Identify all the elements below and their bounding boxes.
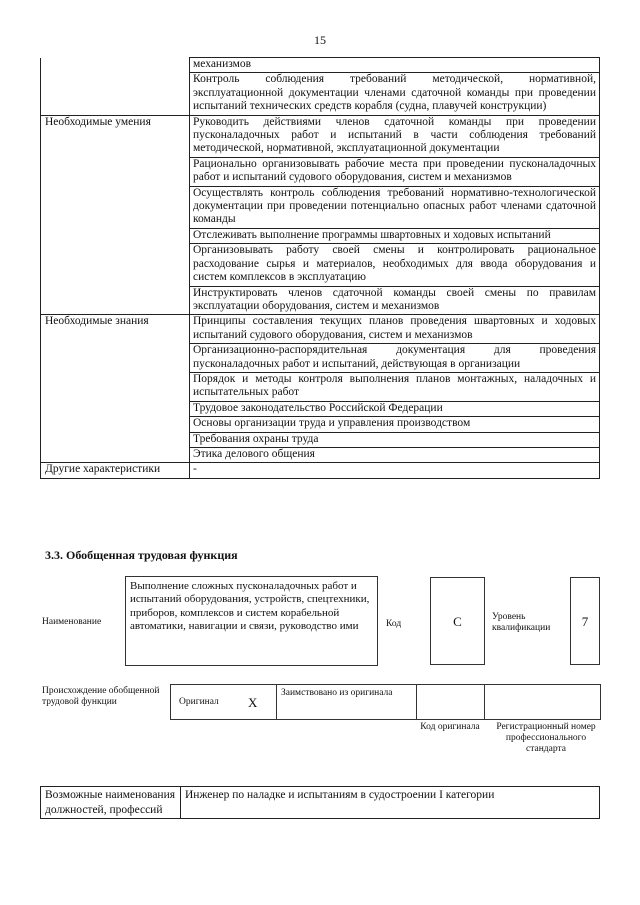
row-item: Руководить действиями членов сдаточной команды при проведении пусконаладочных работ и испытаний в части соблюдения требований методической, нормативной, эксплуатационной документации <box>190 115 600 157</box>
code-original-cell <box>416 685 485 719</box>
row-item: Осуществлять контроль соблюдения требований нормативно-технологической документации при проведении потенциально опасных работ членами сдаточной команды <box>190 186 600 228</box>
row-item: Рационально организовывать рабочие места при проведении пусконаладочных работ и испытаний судового оборудования, систем и механизмов <box>190 157 600 186</box>
table-row <box>41 463 600 478</box>
original-mark: X <box>248 695 258 710</box>
code-box <box>430 577 485 665</box>
borrowed-label: Заимствовано из оригинала <box>281 688 393 698</box>
code-value: С <box>453 614 462 629</box>
row-item: Инструктировать членов сдаточной команды своей смены по правилам эксплуатации оборудования, систем и механизмов <box>190 286 600 315</box>
table-row <box>41 115 600 157</box>
table-row <box>41 58 600 73</box>
original-label: Оригинал <box>179 697 219 707</box>
row-item: Отслеживать выполнение программы швартовных и ходовых испытаний <box>190 228 600 243</box>
row-item: Контроль соблюдения требований методической, нормативной, эксплуатационной документации членами сдаточной команды при проведении испытаний технических средств корабля (судна, плавучей конструкции) <box>190 73 600 115</box>
row-item: Этика делового общения <box>190 447 600 462</box>
code-original-label: Код оригинала <box>420 722 480 732</box>
row-label: Необходимые знания <box>41 315 190 463</box>
positions-table <box>40 786 600 819</box>
row-item: Принципы составления текущих планов проведения швартовных и ходовых испытаний судового оборудования, систем и механизмов <box>190 315 600 344</box>
row-label: Другие характеристики <box>41 463 190 478</box>
row-item: Порядок и методы контроля выполнения планов монтажных, наладочных и испытательных работ <box>190 372 600 401</box>
competency-table <box>40 57 600 479</box>
level-box <box>570 577 600 665</box>
row-item: механизмов <box>190 58 600 73</box>
level-value: 7 <box>581 614 589 629</box>
row-item: Требования охраны труда <box>190 432 600 447</box>
row-item: Трудовое законодательство Российской Федерации <box>190 401 600 416</box>
row-label <box>41 58 190 116</box>
positions-label: Возможные наименования должностей, профессий <box>41 787 181 819</box>
table-row <box>41 315 600 344</box>
origin-row <box>170 684 601 720</box>
borrowed-cell <box>276 685 417 719</box>
row-item: Организовывать работу своей смены и контролировать рациональное расходование сырья и материалов, необходимых для ввода оборудования и систем комплексов в эксплуатацию <box>190 244 600 286</box>
row-item: - <box>190 463 600 478</box>
reg-number-cell <box>484 685 600 719</box>
name-value-box <box>125 576 378 666</box>
page-number: 15 <box>314 33 326 47</box>
code-label: Код <box>386 619 402 629</box>
origin-label: Происхождение обобщенной трудовой функции <box>42 686 160 707</box>
name-value: Выполнение сложных пусконаладочных работ и испытаний оборудования, устройств, спецтехники, приборов, комплексов и систем корабельной автоматики, навигации и связи, руководство ими <box>130 580 370 633</box>
row-item: Организационно-распорядительная документация для проведения пусконаладочных работ и испытаний, действующая в организации <box>190 344 600 373</box>
positions-value: Инженер по наладке и испытаниям в судостроении I категории <box>181 787 600 819</box>
level-label: Уровень квалификации <box>492 612 551 633</box>
row-item: Основы организации труда и управления производством <box>190 417 600 432</box>
row-label: Необходимые умения <box>41 115 190 315</box>
section-title: 3.3. Обобщенная трудовая функция <box>45 548 238 562</box>
name-label: Наименование <box>42 617 102 627</box>
reg-number-label: Регистрационный номер профессионального стандарта <box>496 722 596 754</box>
